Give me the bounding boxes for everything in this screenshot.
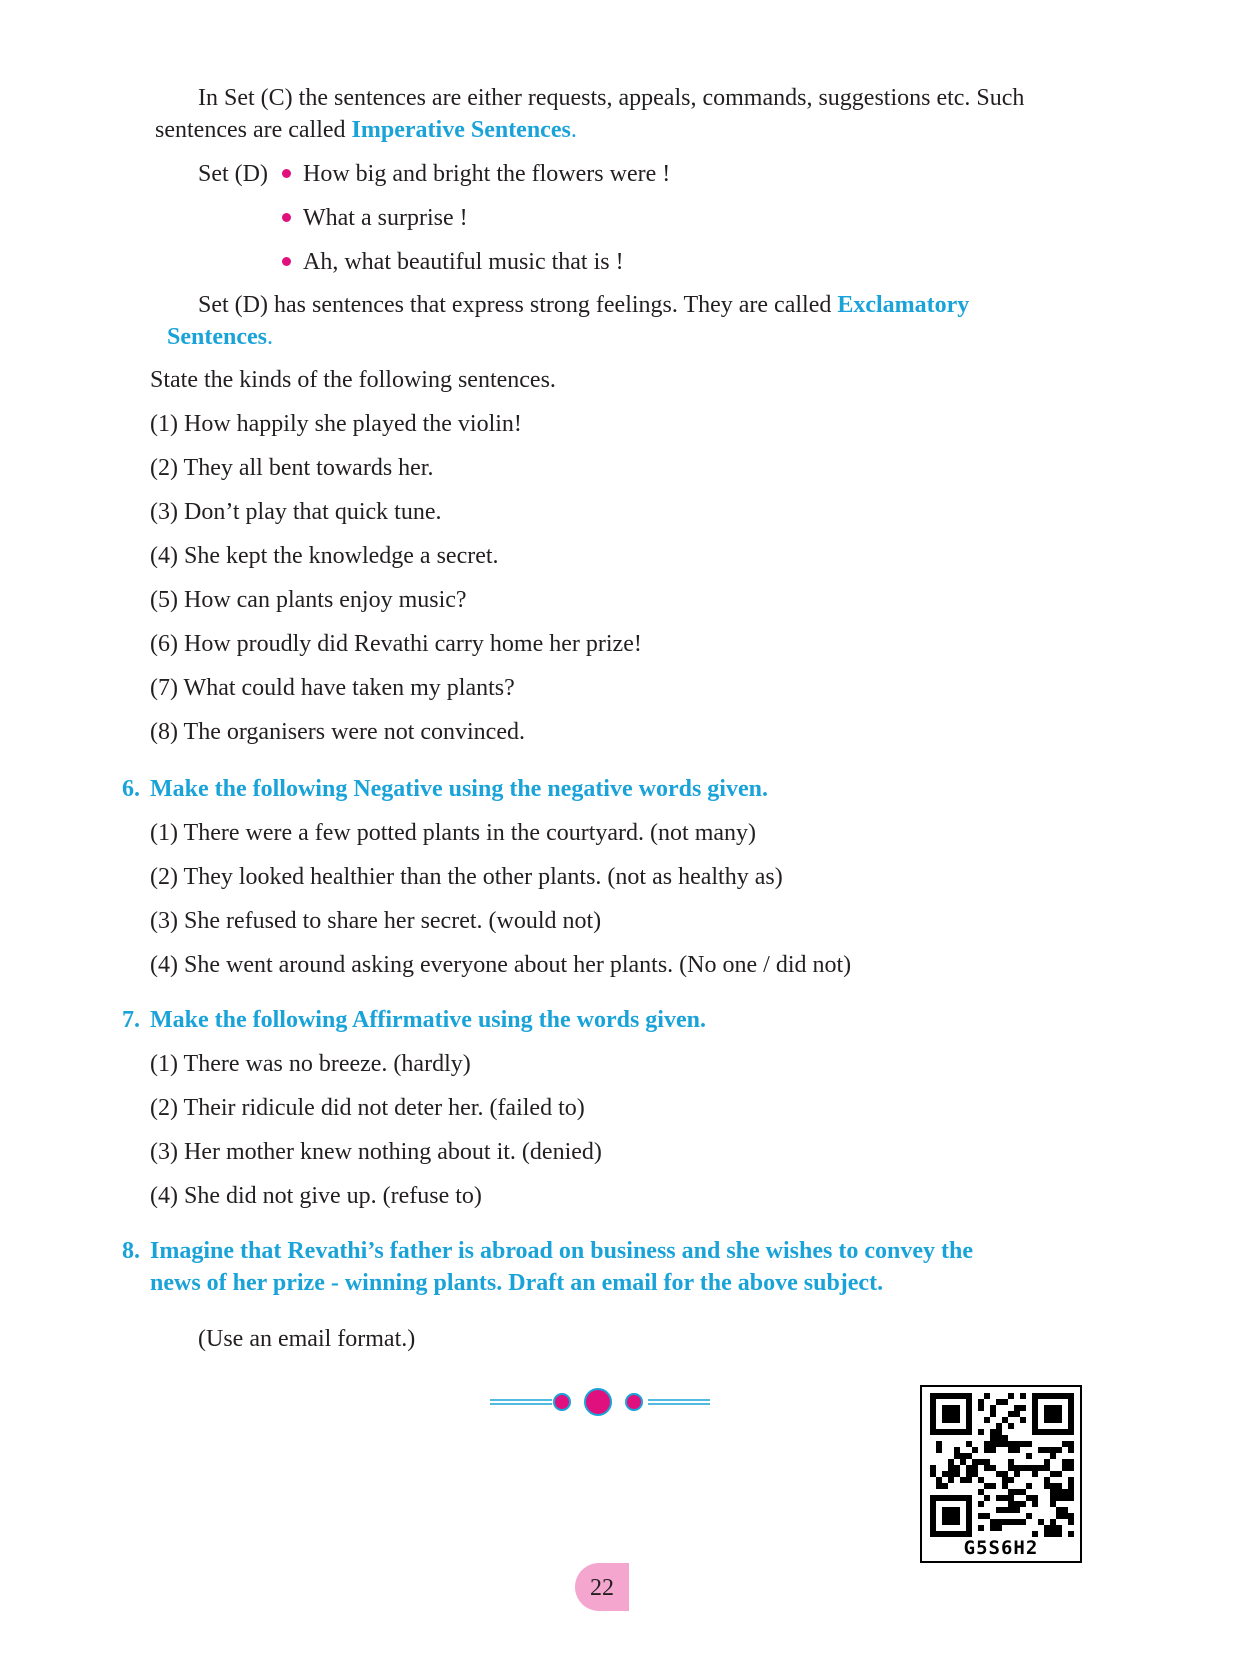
question-7-heading [122,1005,706,1035]
set-d-item-text: How big and bright the flowers were ! [303,161,671,187]
set-d-explanation-line2 [167,322,273,352]
list-item: (1) There was no breeze. (hardly) [150,1051,471,1077]
set-d-item [282,247,624,277]
list-item: (3) Her mother knew nothing about it. (denied) [150,1139,602,1165]
exercise-instruction: State the kinds of the following sentences. [150,367,556,393]
question-6-heading [122,774,768,804]
set-d-item-text: What a surprise ! [303,205,468,231]
page-number: 22 [590,1575,614,1601]
question-number: 7. [122,1007,140,1033]
list-item: (4) She did not give up. (refuse to) [150,1183,482,1209]
period: . [266,324,273,350]
divider-ornament-icon [490,1386,710,1418]
qr-code-icon [930,1393,1074,1537]
list-item: (4) She kept the knowledge a secret. [150,543,499,569]
set-c-text: sentences are called [155,117,352,143]
qr-code-label: G5S6H2 [963,1537,1039,1559]
set-c-explanation-line1: In Set (C) the sentences are either requests, appeals, commands, suggestions etc. Such [198,85,1025,111]
set-d-item [282,203,468,233]
list-item: (1) There were a few potted plants in the courtyard. (not many) [150,820,756,846]
list-item: (7) What could have taken my plants? [150,675,515,701]
set-d-explanation-line1 [198,290,969,320]
period: . [570,117,577,143]
set-d-text: Set (D) has sentences that express strong feelings. They are called [198,292,838,318]
list-item: (1) How happily she played the violin! [150,411,522,437]
list-item: (3) Don’t play that quick tune. [150,499,442,525]
bullet-icon [282,213,291,222]
imperative-term: Imperative Sentences [351,117,571,143]
qr-code [920,1385,1082,1563]
question-text: Make the following Affirmative using the words given. [150,1007,706,1033]
set-d-label: Set (D) [198,161,268,187]
email-format-note: (Use an email format.) [198,1326,416,1352]
bullet-icon [282,169,291,178]
list-item: (8) The organisers were not convinced. [150,719,525,745]
list-item: (6) How proudly did Revathi carry home her prize! [150,631,642,657]
set-c-explanation-line2 [155,115,577,145]
list-item: (3) She refused to share her secret. (would not) [150,908,602,934]
list-item: (2) Their ridicule did not deter her. (failed to) [150,1095,585,1121]
question-8-heading-line1 [122,1236,973,1266]
question-number: 6. [122,776,140,802]
set-d-item-text: Ah, what beautiful music that is ! [303,249,624,275]
list-item: (2) They all bent towards her. [150,455,434,481]
question-text: Imagine that Revathi’s father is abroad on business and she wishes to convey the [150,1238,973,1264]
list-item: (5) How can plants enjoy music? [150,587,467,613]
set-d-item [282,159,670,189]
bullet-icon [282,257,291,266]
sentences-term: Sentences [167,324,267,350]
question-text: Make the following Negative using the negative words given. [150,776,768,802]
list-item: (2) They looked healthier than the other plants. (not as healthy as) [150,864,783,890]
question-number: 8. [122,1238,140,1264]
exclamatory-term: Exclamatory [837,292,970,318]
list-item: (4) She went around asking everyone about her plants. (No one / did not) [150,952,852,978]
question-8-heading-line2: news of her prize - winning plants. Draft an email for the above subject. [150,1270,884,1296]
